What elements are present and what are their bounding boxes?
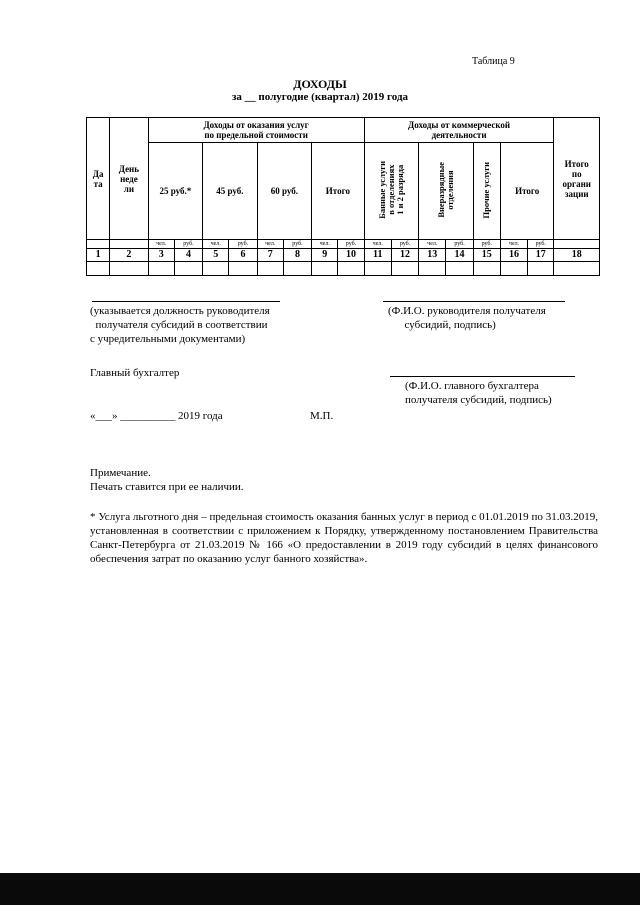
remark-text: Печать ставится при ее наличии. [90,481,244,493]
units-row: чел. руб. чел. руб. чел. руб. чел. руб. чел. руб. чел. руб. руб. чел. руб. [87,240,600,249]
document-title: ДОХОДЫ [293,77,347,91]
chief-name-signature-line [390,376,575,377]
header-itogo-2: Итого [500,143,554,240]
header-price-25: 25 руб.* [148,143,203,240]
head-position-caption: (указывается должность руководителя получателя субсидий в соответствии с учредительными документами) [90,305,270,345]
income-table [86,117,600,276]
header-price-60: 60 руб. [257,143,312,240]
remark-title: Примечание. [90,467,151,479]
table-row [87,262,600,276]
header-price-45: 45 руб. [203,143,258,240]
stamp-label: М.П. [310,410,334,422]
header-bath-services: Банные услуги в отделениях 1 и 2 разряда [364,143,419,240]
footnote: * Услуга льготного дня – предельная стоимость оказания банных услуг в период с 01.01.2019 по 31.03.2019, установленная в соответствии с приложением к Порядку, утвержденному постановлением Правительства Санкт-Петербурга от 21.03.2019 № 166 «О предоставлении в 2019 году субсидий в целях финансового обеспечения затрат по оказанию услуг банного хозяйства». [90,511,598,565]
head-position-signature-line [92,301,280,302]
head-name-caption: (Ф.И.О. руководителя получателя субсидий, подпись) [388,305,546,331]
chief-accountant-label: Главный бухгалтер [90,367,180,379]
header-itogo-1: Итого [312,143,365,240]
column-numbers-row: 1 2 3 4 5 6 7 8 9 10 11 12 13 14 15 16 17 18 [87,249,600,262]
header-extra-class: Внеразрядные отделения [419,143,474,240]
date-line: «___» __________ 2019 года [90,410,223,422]
header-total-org: Итого по органи зации [554,118,600,240]
header-limit-price-income: Доходы от оказания услуг по предельной стоимости [148,118,364,143]
header-other-services: Прочие услуги [473,143,500,240]
header-commercial-income: Доходы от коммерческой деятельности [364,118,554,143]
header-weekday: День неде ли [110,118,148,240]
document-subtitle: за __ полугодие (квартал) 2019 года [231,91,409,103]
table-number-label: Таблица 9 [472,56,515,67]
chief-name-caption: (Ф.И.О. главного бухгалтера получателя субсидий, подпись) [405,380,552,406]
header-date: Да та [87,118,110,240]
scan-border [0,873,640,905]
head-name-signature-line [383,301,565,302]
